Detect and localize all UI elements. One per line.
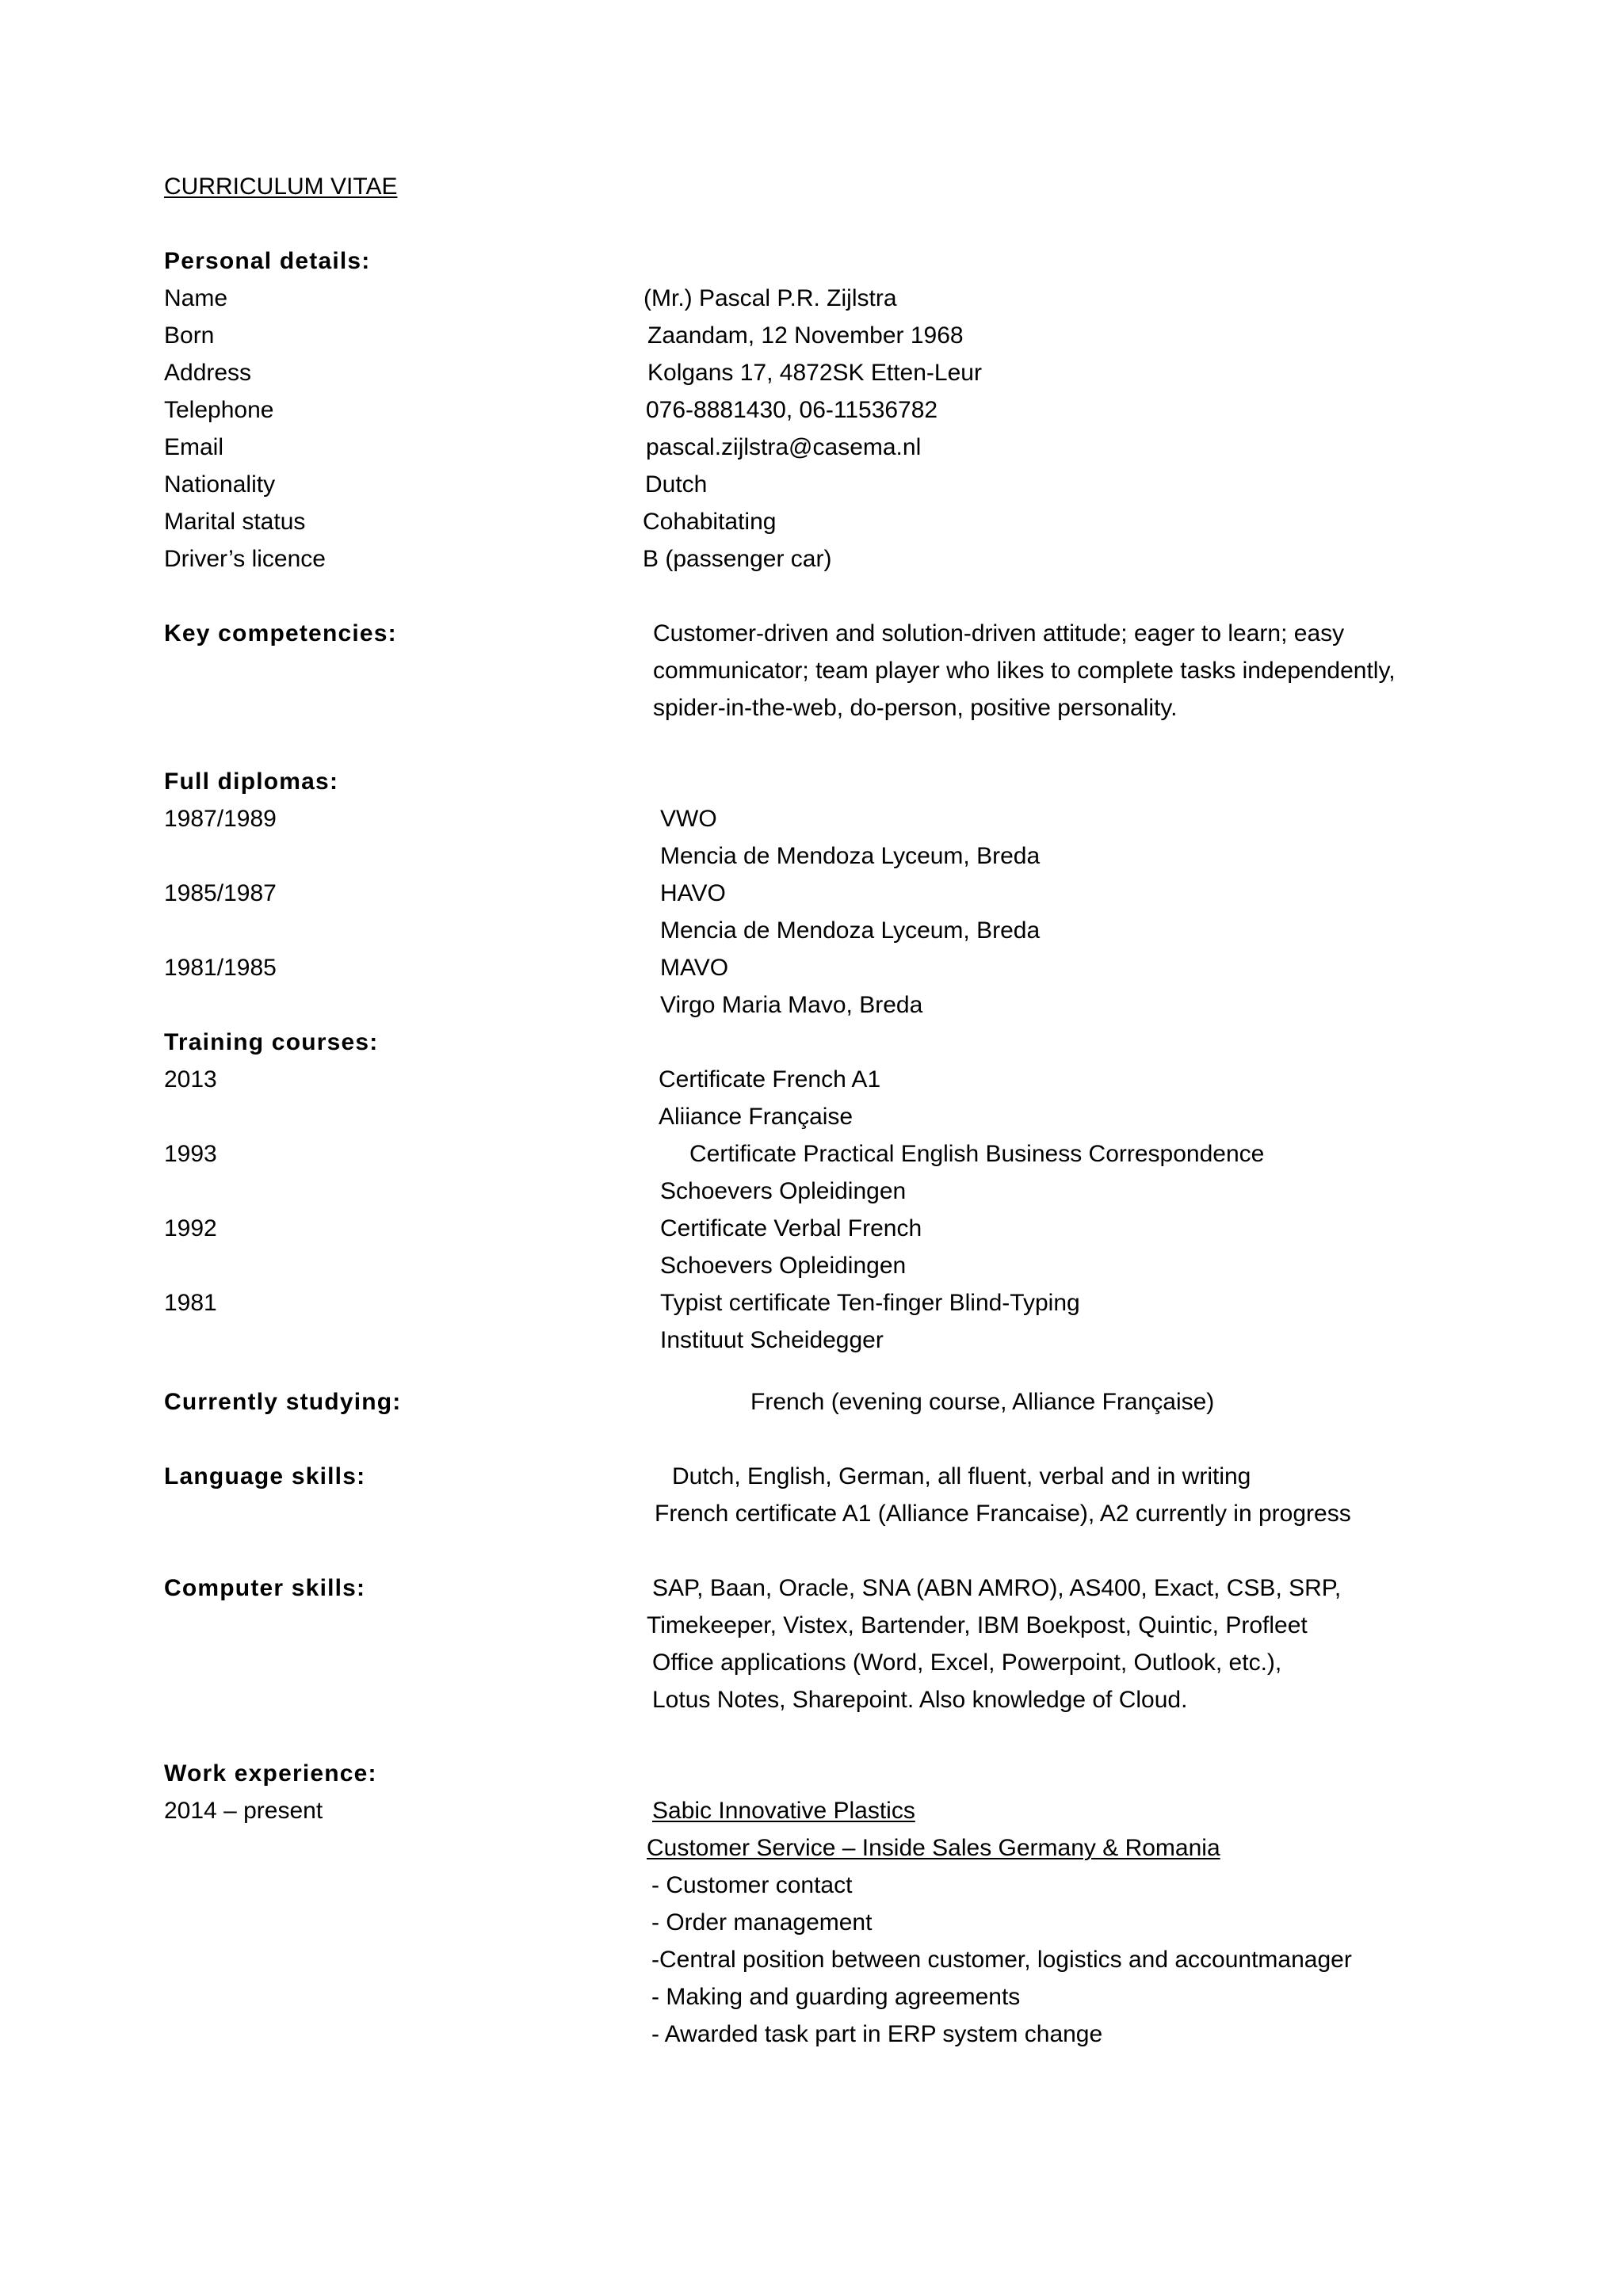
training-institution: Aliiance Française [659,1104,854,1130]
section-heading-studying: Currently studying: [164,1389,402,1415]
training-period: 2013 [164,1066,217,1093]
value-name: (Mr.) Pascal P.R. Zijlstra [643,285,897,311]
label-born: Born [164,322,215,349]
diploma-title: HAVO [660,880,726,906]
value-telephone: 076-8881430, 06-11536782 [646,397,938,423]
value-born: Zaandam, 12 November 1968 [647,322,964,349]
job-duty: - Order management [651,1909,873,1936]
label-email: Email [164,434,224,460]
job-role: Customer Service – Inside Sales Germany & Romania [647,1835,1220,1861]
studying-value: French (evening course, Alliance Française) [750,1389,1215,1415]
training-title: Certificate Practical English Business Correspondence [689,1141,1265,1167]
section-heading-languages: Language skills: [164,1463,366,1489]
computer-line: SAP, Baan, Oracle, SNA (ABN AMRO), AS400, Exact, CSB, SRP, [652,1575,1342,1601]
computer-line: Lotus Notes, Sharepoint. Also knowledge of Cloud. [652,1687,1188,1713]
competencies-line: spider-in-the-web, do-person, positive personality. [653,695,1178,721]
training-period: 1981 [164,1290,217,1316]
training-institution: Schoevers Opleidingen [660,1178,907,1204]
training-institution: Instituut Scheidegger [660,1327,884,1353]
training-period: 1992 [164,1215,217,1241]
job-company: Sabic Innovative Plastics [652,1798,915,1824]
training-title: Typist certificate Ten-finger Blind-Typing [660,1290,1080,1316]
diploma-period: 1981/1985 [164,955,277,981]
job-duty: -Central position between customer, logistics and accountmanager [651,1947,1352,1973]
diploma-institution: Virgo Maria Mavo, Breda [660,992,923,1018]
job-duty: - Making and guarding agreements [651,1984,1021,2010]
document-title: CURRICULUM VITAE [164,174,398,200]
label-address: Address [164,360,252,386]
diploma-period: 1987/1989 [164,806,277,832]
competencies-line: Customer-driven and solution-driven attitude; eager to learn; easy [653,620,1345,646]
job-duty: - Awarded task part in ERP system change [651,2021,1103,2047]
label-marital-status: Marital status [164,509,306,535]
computer-line: Timekeeper, Vistex, Bartender, IBM Boekpost, Quintic, Profleet [647,1612,1308,1638]
section-heading-competencies: Key competencies: [164,620,397,646]
label-nationality: Nationality [164,471,276,498]
value-marital-status: Cohabitating [643,509,777,535]
languages-line: Dutch, English, German, all fluent, verbal and in writing [672,1463,1251,1489]
training-title: Certificate Verbal French [660,1215,922,1241]
training-institution: Schoevers Opleidingen [660,1253,907,1279]
label-drivers-licence: Driver’s licence [164,546,326,572]
diploma-institution: Mencia de Mendoza Lyceum, Breda [660,843,1041,869]
label-name: Name [164,285,228,311]
diploma-period: 1985/1987 [164,880,277,906]
job-duty: - Customer contact [651,1872,853,1898]
training-period: 1993 [164,1141,217,1167]
diploma-title: MAVO [660,955,729,981]
diploma-institution: Mencia de Mendoza Lyceum, Breda [660,917,1041,944]
competencies-line: communicator; team player who likes to complete tasks independently, [653,658,1396,684]
job-period: 2014 – present [164,1798,323,1824]
label-telephone: Telephone [164,397,274,423]
section-heading-personal: Personal details: [164,248,371,274]
languages-line: French certificate A1 (Alliance Francaise), A2 currently in progress [655,1501,1351,1527]
training-title: Certificate French A1 [659,1066,881,1093]
computer-line: Office applications (Word, Excel, Powerpoint, Outlook, etc.), [652,1650,1282,1676]
section-heading-work: Work experience: [164,1760,377,1787]
value-drivers-licence: B (passenger car) [643,546,832,572]
section-heading-diplomas: Full diplomas: [164,769,339,795]
diploma-title: VWO [660,806,717,832]
value-address: Kolgans 17, 4872SK Etten-Leur [647,360,982,386]
value-nationality: Dutch [645,471,708,498]
value-email: pascal.zijlstra@casema.nl [646,434,922,460]
section-heading-training: Training courses: [164,1029,379,1055]
section-heading-computer: Computer skills: [164,1575,366,1601]
